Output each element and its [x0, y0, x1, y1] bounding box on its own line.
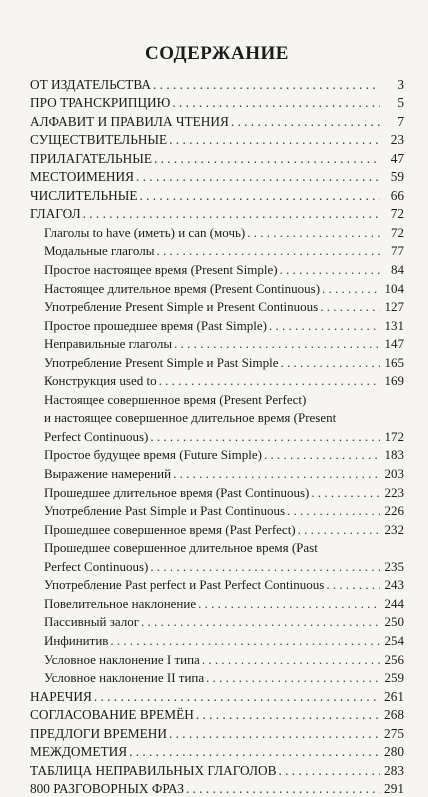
toc-entry-page: 203 [384, 466, 404, 482]
toc-entry-page: 66 [390, 187, 404, 203]
toc-entry-page: 235 [384, 558, 404, 574]
toc-entry-title: ОТ ИЗДАТЕЛЬСТВА [30, 76, 152, 92]
toc-entry-page: 7 [397, 113, 404, 129]
toc-entry-title: ЧИСЛИТЕЛЬНЫЕ [30, 187, 138, 203]
dot-leader [153, 77, 380, 93]
toc-entry [30, 668, 404, 687]
toc-entry [30, 612, 404, 631]
toc-entry-page: 47 [390, 150, 404, 166]
dot-leader [281, 355, 380, 371]
toc-entry-page: 183 [384, 447, 404, 463]
toc-entry [30, 130, 404, 149]
toc-entry-page: 259 [384, 670, 404, 686]
toc-entry [30, 334, 404, 353]
toc-entry [30, 74, 404, 93]
toc-entry-title: Инфинитив [44, 632, 109, 648]
toc-entry [30, 426, 404, 445]
dot-leader [320, 299, 380, 315]
toc-entry-title: ПРЕДЛОГИ ВРЕМЕНИ [30, 725, 167, 741]
toc-entry [30, 445, 404, 464]
dot-leader [326, 577, 380, 593]
toc-entry [30, 556, 404, 575]
dot-leader [264, 447, 380, 463]
dot-leader [139, 188, 380, 204]
dot-leader [136, 169, 380, 185]
toc-entry-title: Простое настоящее время (Present Simple) [44, 262, 278, 278]
toc-entry-page: 268 [384, 707, 404, 723]
toc-entry-title: Модальные глаголы [44, 243, 155, 259]
dot-leader [196, 707, 380, 723]
toc-entry [30, 779, 404, 797]
toc-entry [30, 241, 404, 260]
toc-entry-title: Простое прошедшее время (Past Simple) [44, 317, 267, 333]
toc-entry-page: 23 [390, 132, 404, 148]
toc-entry [30, 686, 404, 705]
dot-leader [169, 726, 380, 742]
page-title: СОДЕРЖАНИЕ [145, 43, 289, 64]
toc-entry-page: 291 [384, 781, 404, 797]
dot-leader [269, 318, 380, 334]
toc-entry-page: 127 [384, 299, 404, 315]
toc-entry-page: 226 [384, 503, 404, 519]
toc-entry-title: 800 РАЗГОВОРНЫХ ФРАЗ [30, 781, 184, 797]
toc-entry [30, 760, 404, 779]
dot-leader [129, 744, 380, 760]
toc-entry [30, 519, 404, 538]
toc-entry-page: 250 [384, 614, 404, 630]
toc-entry-title: Пассивный залог [44, 614, 140, 630]
toc-entry-page: 223 [384, 484, 404, 500]
toc-entry-title: Неправильные глаголы [44, 336, 173, 352]
toc-entry-title: ТАБЛИЦА НЕПРАВИЛЬНЫХ ГЛАГОЛОВ [30, 762, 277, 778]
toc-entry-title: Условное наклонение II типа [44, 670, 205, 686]
toc-entry [30, 630, 404, 649]
toc-entry-title: ПРИЛАГАТЕЛЬНЫЕ [30, 150, 152, 166]
dot-leader [94, 689, 380, 705]
dot-leader [141, 614, 380, 630]
toc-entry-title: Прошедшее совершенное длительное время (Past [44, 540, 318, 556]
toc-entry-title: Условное наклонение I типа [44, 651, 200, 667]
toc-entry [30, 649, 404, 668]
dot-leader [83, 206, 380, 222]
toc-entry-title: Употребление Present Simple и Past Simple [44, 354, 279, 370]
toc-entry [30, 259, 404, 278]
toc-entry-page: 256 [384, 651, 404, 667]
toc-entry [30, 297, 404, 316]
toc-entry [30, 278, 404, 297]
toc-entry-page: 244 [384, 595, 404, 611]
dot-leader [298, 522, 380, 538]
toc-entry-title: НАРЕЧИЯ [30, 688, 92, 704]
toc-entry [30, 463, 404, 482]
toc-entry-title: Прошедшее длительное время (Past Continuous) [44, 484, 310, 500]
toc-entry [30, 705, 404, 724]
toc-entry-title: Конструкция used to [44, 373, 157, 389]
toc-entry [30, 185, 404, 204]
dot-leader [172, 95, 380, 111]
toc-entry-title: Повелительное наклонение [44, 595, 197, 611]
toc-entry-title: МЕСТОИМЕНИЯ [30, 169, 134, 185]
toc-entry [30, 371, 404, 390]
dot-leader [311, 485, 380, 501]
toc-entry-page: 165 [384, 354, 404, 370]
dot-leader [279, 763, 381, 779]
toc-entry [30, 501, 404, 520]
dot-leader [202, 652, 380, 668]
dot-leader [206, 670, 380, 686]
toc-entry-page: 232 [384, 521, 404, 537]
toc-entry-page: 283 [384, 762, 404, 778]
dot-leader [231, 114, 380, 130]
toc-entry [30, 204, 404, 223]
dot-leader [110, 633, 380, 649]
dot-leader [322, 281, 380, 297]
toc-entry-page: 84 [391, 262, 404, 278]
toc-entry [30, 315, 404, 334]
toc-entry [30, 538, 404, 557]
dot-leader [150, 559, 380, 575]
toc-entry-page: 5 [397, 95, 404, 111]
dot-leader [154, 151, 380, 167]
toc-entry [30, 593, 404, 612]
dot-leader [169, 132, 380, 148]
toc-entry [30, 389, 404, 408]
table-of-contents [30, 74, 404, 797]
toc-entry [30, 111, 404, 130]
toc-entry-title: МЕЖДОМЕТИЯ [30, 744, 128, 760]
toc-entry-page: 275 [384, 725, 404, 741]
toc-entry-title: АЛФАВИТ И ПРАВИЛА ЧТЕНИЯ [30, 113, 229, 129]
toc-entry-page: 169 [384, 373, 404, 389]
toc-entry-page: 72 [391, 224, 404, 240]
toc-entry-title: Употребление Present Simple и Present Continuous [44, 299, 319, 315]
dot-leader [280, 262, 380, 278]
toc-entry-page: 131 [384, 317, 404, 333]
toc-entry [30, 93, 404, 112]
toc-entry-title: Употребление Past Simple и Past Continuous [44, 503, 286, 519]
toc-entry-title: Perfect Continuous) [44, 558, 149, 574]
toc-entry-page: 147 [384, 336, 404, 352]
toc-entry-page: 104 [384, 280, 404, 296]
toc-entry-page: 3 [397, 76, 404, 92]
toc-entry [30, 408, 404, 427]
toc-entry-title: Употребление Past perfect и Past Perfect Continuous [44, 577, 325, 593]
dot-leader [156, 243, 380, 259]
dot-leader [173, 466, 380, 482]
dot-leader [174, 336, 380, 352]
dot-leader [287, 503, 380, 519]
toc-entry [30, 148, 404, 167]
toc-entry [30, 575, 404, 594]
toc-entry [30, 723, 404, 742]
dot-leader [159, 373, 380, 389]
toc-entry-page: 72 [390, 206, 404, 222]
toc-entry-title: ГЛАГОЛ [30, 206, 81, 222]
toc-entry [30, 352, 404, 371]
toc-entry-page: 261 [384, 688, 404, 704]
toc-entry-page: 254 [384, 632, 404, 648]
toc-entry [30, 167, 404, 186]
toc-entry-title: Выражение намерений [44, 466, 172, 482]
dot-leader [150, 429, 380, 445]
toc-entry-title: ПРО ТРАНСКРИПЦИЮ [30, 95, 171, 111]
dot-leader [186, 781, 380, 797]
toc-entry-title: Простое будущее время (Future Simple) [44, 447, 262, 463]
toc-entry-title: и настоящее совершенное длительное время (Present [44, 410, 337, 426]
toc-entry-title: СОГЛАСОВАНИЕ ВРЕМЁН [30, 707, 194, 723]
toc-entry-title: Настоящее длительное время (Present Continuous) [44, 280, 321, 296]
toc-entry-title: Настоящее совершенное время (Present Perfect) [44, 391, 307, 407]
toc-entry-title: Perfect Continuous) [44, 428, 149, 444]
toc-entry-page: 59 [390, 169, 404, 185]
toc-entry-page: 77 [391, 243, 404, 259]
dot-leader [247, 225, 380, 241]
dot-leader [198, 596, 380, 612]
toc-entry [30, 742, 404, 761]
toc-entry-page: 243 [384, 577, 404, 593]
toc-entry-title: Прошедшее совершенное время (Past Perfect) [44, 521, 296, 537]
toc-entry-title: СУЩЕСТВИТЕЛЬНЫЕ [30, 132, 168, 148]
toc-entry [30, 222, 404, 241]
toc-entry-title: Глаголы to have (иметь) и can (мочь) [44, 224, 246, 240]
toc-entry-page: 172 [384, 428, 404, 444]
toc-entry-page: 280 [384, 744, 404, 760]
toc-entry [30, 482, 404, 501]
